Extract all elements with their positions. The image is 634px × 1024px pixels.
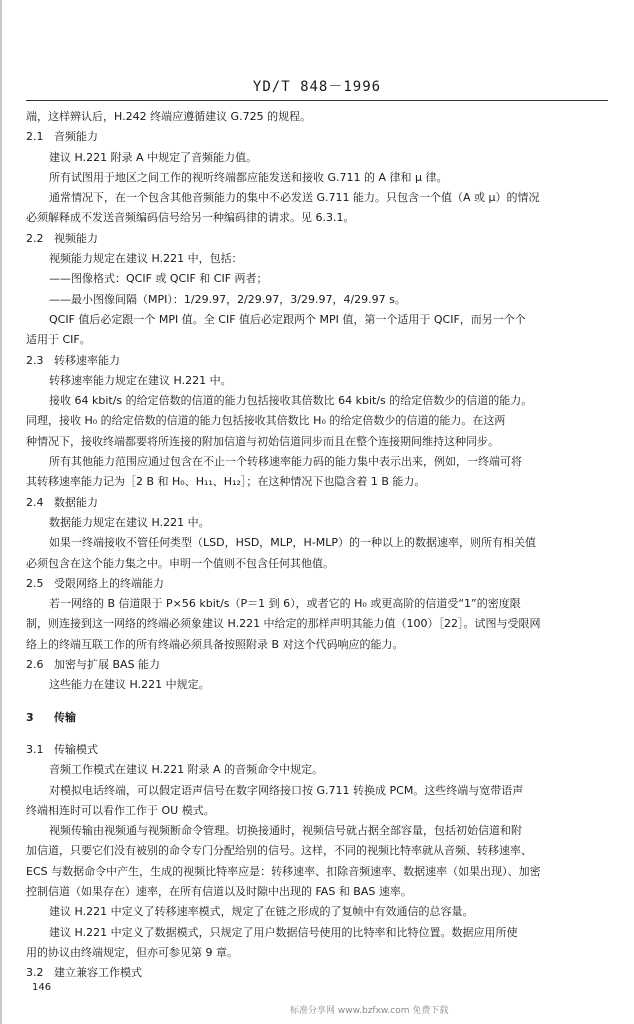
paragraph-line: 种情况下，接收终端都要将所连接的附加信道与初始信道同步而且在整个连接期间维持这种同步。: [26, 434, 499, 448]
page-number: 146: [32, 982, 52, 993]
list-item: ——图像格式：QCIF 或 QCIF 和 CIF 两者；: [49, 272, 268, 286]
paragraph-line: 同理，接收 H₀ 的给定倍数的信道的能力包括接收其倍数比 H₀ 的给定倍数少的信道的能力。在这两: [26, 414, 506, 428]
section-title: 数据能力: [54, 495, 98, 509]
paragraph-line: 端，这样辨认后，H.242 终端应遵循建议 G.725 的规程。: [26, 110, 312, 123]
paragraph-line: 视频能力规定在建议 H.221 中，包括：: [49, 252, 243, 266]
paragraph-line: 数据能力规定在建议 H.221 中。: [49, 515, 210, 529]
paragraph-line: 通常情况下，在一个包含其他音频能力的集中不必发送 G.711 能力。只包含一个值（A 或 μ）的情况: [49, 191, 540, 205]
section-gap: [26, 728, 610, 740]
section-title: 传输: [54, 710, 76, 724]
paragraph-line: 视频传输由视频通与视频断命令管理。切换接通时，视频信号就占据全部容量，包括初始信道和附: [49, 824, 522, 838]
paragraph-line: 制，则连接到这一网络的终端必须象建议 H.221 中给定的那样声明其能力值（100）［22］。试图与受限网: [26, 617, 541, 631]
paragraph-line: ECS 与数据命令中产生，生成的视频比特率应是：转移速率、扣除音频速率、数据速率（如果出现）、加密: [26, 864, 541, 878]
paragraph-line: QCIF 值后必定跟一个 MPI 值。全 CIF 值后必定跟两个 MPI 值，第一个适用于 QCIF，而另一个个: [49, 312, 526, 326]
section-heading-2-6: [26, 655, 610, 675]
paragraph-line: 转移速率能力规定在建议 H.221 中。: [49, 373, 232, 387]
section-heading-2-5: [26, 574, 610, 594]
section-number: 2.6: [26, 658, 44, 672]
paragraph-line: 必须包含在这个能力集之中。申明一个值则不包含任何其他值。: [26, 556, 334, 570]
header-rule: [26, 100, 608, 101]
paragraph-line: 终端相连时可以看作工作于 OU 模式。: [26, 803, 215, 817]
paragraph-line: 对模拟电话终端，可以假定语声信号在数字网络接口按 G.711 转换成 PCM。这些终端与宽带语声: [49, 783, 524, 797]
paragraph-line: 其转移速率能力记为［2 B 和 H₀、H₁₁、H₁₂］；在这种情况下也隐含着 1 B 能力。: [26, 475, 426, 489]
watermark-text: 标准分享网 www.bzfxw.com 免费下载: [290, 1006, 449, 1016]
section-number: 3.2: [26, 966, 44, 980]
section-title: 受限网络上的终端能力: [54, 576, 164, 590]
paragraph-line: 用的协议由终端规定，但亦可参见第 9 章。: [26, 945, 238, 959]
paragraph-line: 如果一终端接收不管任何类型（LSD，HSD，MLP，H-MLP）的一种以上的数据速率，则所有相关值: [49, 536, 537, 550]
paragraph-line: 若一网络的 B 信道限于 P×56 kbit/s（P＝1 到 6），或者它的 H₀ 或更高阶的信道受“1”的密度限: [49, 597, 521, 611]
paragraph-line: 接收 64 kbit/s 的给定倍数的信道的能力包括接收其倍数比 64 kbit/s 的给定倍数少的信道的能力。: [49, 394, 533, 408]
section-number: 2.5: [26, 576, 44, 590]
paragraph-line: 控制信道（如果存在）速率，在所有信道以及时隙中出现的 FAS 和 BAS 速率。: [26, 884, 412, 898]
section-heading-2-2: [26, 229, 610, 249]
paragraph-line: 必须解释成不发送音频编码信号给另一种编码律的请求。见 6.3.1。: [26, 211, 355, 225]
section-number: 2.2: [26, 231, 44, 245]
paragraph-line: 适用于 CIF。: [26, 333, 91, 347]
section-gap: [26, 696, 610, 708]
section-number: 2.1: [26, 130, 44, 144]
section-heading-3-2: [26, 963, 610, 983]
paragraph-line: 这些能力在建议 H.221 中规定。: [49, 678, 210, 692]
section-heading-3-1: [26, 740, 610, 760]
list-item: ——最小图像间隔（MPI）：1/29.97，2/29.97，3/29.97，4/29.97 s。: [49, 292, 406, 306]
page-header: YD/T 848－1996: [252, 79, 382, 95]
section-title: 建立兼容工作模式: [54, 966, 142, 980]
paragraph-line: 建议 H.221 中定义了转移速率模式，规定了在链之形成的了复帧中有效通信的总容量。: [49, 905, 474, 919]
paragraph-line: 加信道，只要它们没有被别的命令专门分配给别的信号。这样，不同的视频比特率就从音频、转移速率、: [26, 844, 532, 858]
paragraph-line: 建议 H.221 附录 A 中规定了音频能力值。: [49, 150, 258, 164]
section-heading-2-3: [26, 351, 610, 371]
section-number: 2.3: [26, 353, 44, 367]
chapter-heading-3: [26, 708, 610, 728]
paragraph-line: 所有其他能力范围应通过包含在不止一个转移速率能力码的能力集中表示出来，例如，一终端可将: [49, 455, 522, 469]
paragraph-line: 音频工作模式在建议 H.221 附录 A 的音频命令中规定。: [49, 763, 324, 777]
section-title: 传输模式: [54, 742, 98, 756]
paragraph-line: 所有试图用于地区之间工作的视听终端都应能发送和接收 G.711 的 A 律和 μ 律。: [49, 170, 448, 184]
section-title: 加密与扩展 BAS 能力: [54, 658, 161, 672]
page-edge: [0, 0, 2, 1024]
section-number: 2.4: [26, 495, 44, 509]
section-number: 3.1: [26, 742, 44, 756]
section-title: 转移速率能力: [54, 353, 120, 367]
section-heading-2-1: [26, 127, 610, 147]
paragraph-line: 建议 H.221 中定义了数据模式，只规定了用户数据信号使用的比特率和比特位置。数据应用所使: [49, 925, 518, 939]
document-body: [26, 107, 610, 983]
paragraph-line: 络上的终端互联工作的所有终端必须具备按照附录 B 对这个代码响应的能力。: [26, 637, 404, 651]
section-number: 3: [26, 710, 34, 724]
section-title: 音频能力: [54, 130, 98, 144]
section-title: 视频能力: [54, 231, 98, 245]
section-heading-2-4: [26, 493, 610, 513]
